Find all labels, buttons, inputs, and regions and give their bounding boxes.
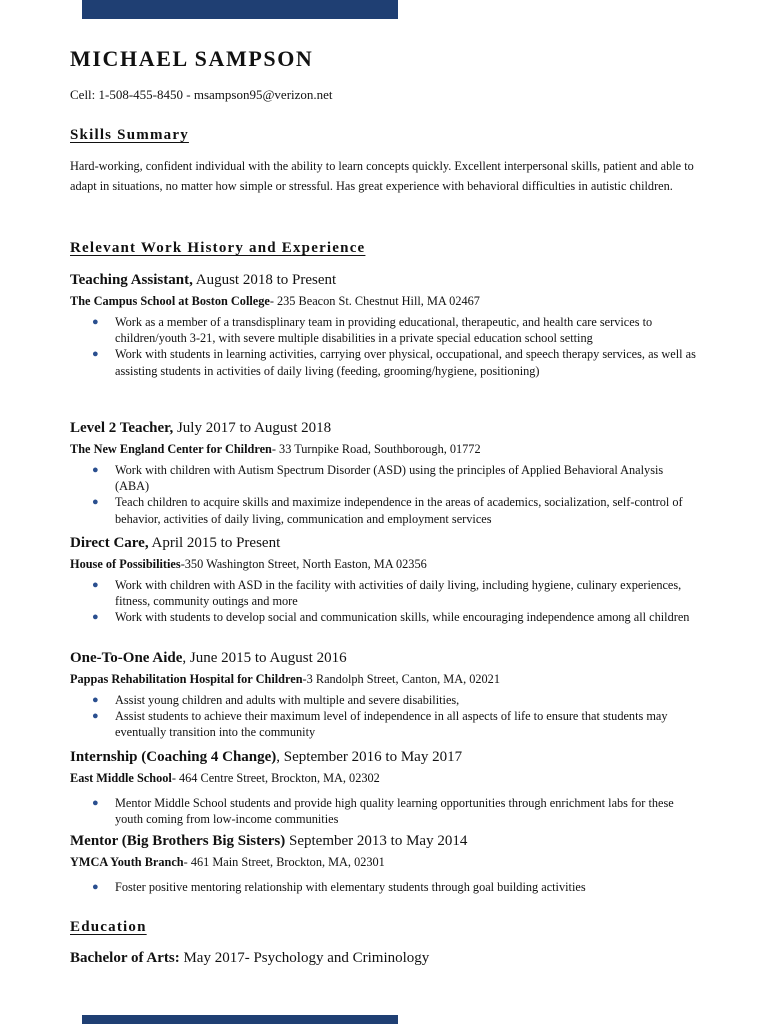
employer-name: The New England Center for Children [70,442,272,456]
skills-summary-heading: Skills Summary [70,127,189,143]
job-title [70,831,710,851]
job-title [70,270,710,290]
job-entry [70,747,710,827]
list-item [70,879,700,895]
job-role: One-To-One Aide [70,650,183,666]
job-entry [70,418,710,527]
job-title [70,648,710,668]
list-item [70,314,700,346]
duty-text: Work with children with ASD in the facility with activities of daily living, including hygiene, culinary experiences, fitness, community outings and more [115,578,682,609]
education-heading: Education [70,919,147,935]
bullet-icon: ● [92,579,99,591]
list-item [70,577,700,609]
bullet-icon: ● [92,797,99,809]
job-duties-list [70,879,710,895]
employer-name: The Campus School at Boston College [70,294,270,308]
list-item [70,494,700,526]
job-duties-list [70,692,710,741]
bullet-icon: ● [92,464,99,476]
bullet-icon: ● [92,316,99,328]
duty-text: Assist young children and adults with multiple and severe disabilities, [115,693,460,707]
employer-address: - 33 Turnpike Road, Southborough, 01772 [271,442,481,456]
duty-text: Assist students to achieve their maximum level of independence in all aspects of life to ensure that students may eventually transition into the community [115,709,668,740]
bullet-icon: ● [92,710,99,723]
job-dates: , June 2015 to August 2016 [182,650,347,666]
degree-name: Bachelor of Arts: [70,950,180,966]
duty-text: Work as a member of a transdisplinary team in providing educational, therapeutic, and health care services to children/youth 3-21, with severe multiple disabilities in a private special education school setting [115,315,653,346]
skills-summary-text: Hard-working, confident individual with the ability to learn concepts quickly. Excellent interpersonal skills, patient and able to adapt in situations, no matter how simple or stressful. Has great experience with behavioral difficulties in autistic children. [70,159,694,193]
list-item [70,609,700,625]
contact-line: Cell: 1-508-455-8450 - msampson95@verizon.net [70,87,333,102]
employer-name: East Middle School [70,771,172,785]
bullet-icon: ● [92,881,99,893]
job-employer [70,440,710,458]
employer-address: - 235 Beacon St. Chestnut Hill, MA 02467 [269,294,480,308]
list-item [70,795,700,827]
job-employer [70,853,710,871]
employer-name: Pappas Rehabilitation Hospital for Children [70,672,303,686]
duty-text: Teach children to acquire skills and maximize independence in the areas of academics, socialization, self-control of behavior, activities of daily living, communication and employment services [115,495,683,526]
education-entry [70,950,429,967]
candidate-name: MICHAEL SAMPSON [70,46,314,71]
bullet-icon: ● [92,496,99,509]
duty-text: Work with children with Autism Spectrum Disorder (ASD) using the principles of Applied Behavioral Analysis (ABA) [115,463,664,494]
list-item [70,462,700,494]
job-duties-list [70,314,710,379]
job-dates: July 2017 to August 2018 [173,420,332,436]
degree-detail: May 2017- Psychology and Criminology [179,950,430,966]
job-role: Teaching Assistant, [70,272,193,288]
job-dates: September 2013 to May 2014 [285,833,468,849]
duty-text: Foster positive mentoring relationship with elementary students through goal building activities [115,880,586,894]
work-history-heading: Relevant Work History and Experience [70,240,366,256]
job-duties-list [70,462,710,527]
employer-address: - 461 Main Street, Brockton, MA, 02301 [183,855,385,869]
job-dates: April 2015 to Present [148,535,281,551]
employer-address: -350 Washington Street, North Easton, MA 02356 [180,557,427,571]
employer-name: House of Possibilities [70,557,181,571]
list-item [70,346,700,378]
job-dates: , September 2016 to May 2017 [276,749,463,765]
job-role: Internship (Coaching 4 Change) [70,749,277,765]
employer-address: -3 Randolph Street, Canton, MA, 02021 [302,672,500,686]
job-duties-list [70,577,710,626]
job-role: Direct Care, [70,535,149,551]
duty-text: Mentor Middle School students and provide high quality learning opportunities through enrichment labs for these youth coming from low-income communities [115,796,674,827]
job-employer [70,670,710,688]
job-role: Mentor (Big Brothers Big Sisters) [70,833,286,849]
job-role: Level 2 Teacher, [70,420,174,436]
job-title [70,533,710,553]
job-employer [70,555,710,573]
job-dates: August 2018 to Present [192,272,337,288]
duty-text: Work with students in learning activities, carrying over physical, occupational, and speech therapy services, as well as assisting students in activities of daily living (feeding, grooming/hygiene, positioning) [115,347,696,378]
footer-accent-bar [82,1015,398,1024]
employer-name: YMCA Youth Branch [70,855,184,869]
list-item [70,708,700,740]
job-entry [70,831,710,895]
bullet-icon: ● [92,348,99,361]
header-accent-bar [82,0,398,19]
job-employer [70,292,710,310]
job-duties-list [70,795,710,827]
job-title [70,418,710,438]
job-entry [70,270,710,379]
job-employer [70,769,710,787]
job-entry [70,648,710,741]
job-entry [70,533,710,626]
employer-address: - 464 Centre Street, Brockton, MA, 02302 [171,771,380,785]
bullet-icon: ● [92,611,99,624]
duty-text: Work with students to develop social and communication skills, while encouraging independence among all children [115,610,690,625]
list-item [70,692,700,708]
bullet-icon: ● [92,694,99,706]
job-title [70,747,710,767]
